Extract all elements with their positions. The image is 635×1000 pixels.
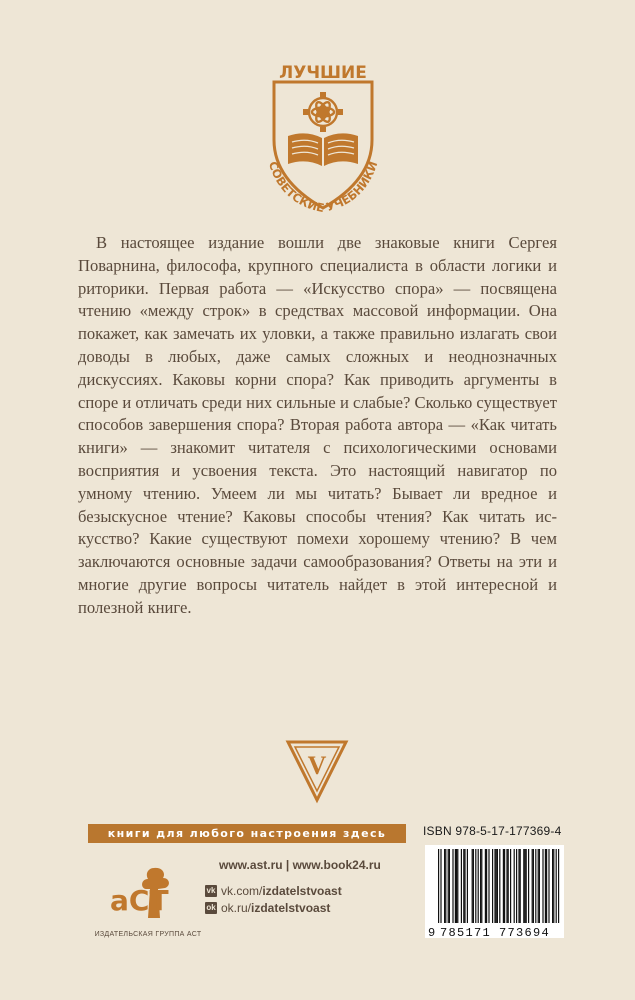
vk-icon: vk	[206, 886, 216, 895]
barcode-bar	[481, 849, 482, 923]
barcode-bar	[496, 849, 497, 923]
vk-prefix: vk.com/	[221, 883, 263, 898]
barcode-bar	[464, 849, 465, 923]
ok-handle: izdatelstvoast	[251, 900, 331, 915]
barcode-bar	[506, 849, 507, 923]
barcode-bar	[475, 849, 476, 923]
barcode-bar	[546, 849, 547, 923]
barcode-bar	[472, 849, 473, 923]
barcode-bar	[480, 849, 481, 923]
barcode-bar	[455, 849, 456, 923]
barcode-bar	[539, 849, 540, 923]
book-annotation: В настоящее издание вошли две знаковые книги Сергея Поварнина, философа, крупного специалиста в области логики и риторики. Первая работа — «Искусство спора» — посвящена чтению «между строк» в средствах массовой информации. Она покажет, как замечать их уловки, а также правильно излагать свои доводы в любых, даже самых сложных и неоднозначных дискуссиях. Каковы корни спора? Как приводить аргументы в споре и отличать среди них сильные и слабые? Сколько существует способов завершения спора? Вторая работа автора — «Как читать книги» — знакомит читателя с психологическими основами восприятия и усвоения текста. Это настоящий навигатор по умному чтению. Умеем ли мы читать? Бывает ли вредное и безыскусное чтение? Каковы способы чтения? Как читать искусство? Какие существуют помехи хорошему чтению? В чем заключаются основные задачи самообразования? Ответы на эти и многие другие вопросы читатель найдет в этой интересной и полезной книге.	[78, 233, 557, 617]
barcode-bar	[494, 849, 495, 923]
barcode-bar	[556, 849, 557, 931]
publisher-links	[205, 858, 381, 916]
barcode-bar	[545, 849, 546, 923]
tagline-banner: книги для любого настроения здесь	[88, 824, 406, 843]
barcode-bar	[514, 849, 515, 923]
barcode-bar	[488, 849, 489, 923]
barcode-bar	[440, 849, 441, 931]
publisher-caption: ИЗДАТЕЛЬСКАЯ ГРУППА АСТ	[94, 931, 202, 938]
barcode-bar	[535, 849, 536, 923]
open-book-icon	[288, 133, 358, 166]
barcode-right-digits: 773694	[499, 926, 551, 938]
barcode-bar	[485, 849, 486, 923]
ok-link[interactable]	[205, 899, 381, 916]
vk-link[interactable]	[205, 882, 381, 899]
barcode-bar	[473, 849, 474, 923]
barcode-bars	[438, 849, 559, 931]
isbn-number: ISBN 978-5-17-177369-4	[423, 824, 562, 838]
barcode-bar	[526, 849, 527, 923]
barcode-bar	[452, 849, 453, 923]
barcode-bar	[457, 849, 458, 923]
publisher-v-mark-logo	[284, 738, 350, 804]
barcode-bar	[510, 849, 511, 923]
barcode-bar	[528, 849, 529, 923]
barcode-bar	[503, 849, 504, 923]
atom-icon	[309, 98, 337, 126]
barcode-bar	[467, 849, 468, 923]
barcode-bar	[542, 849, 543, 923]
barcode-bar	[448, 849, 449, 923]
barcode-first-digit: 9	[428, 926, 436, 938]
barcode-bar	[497, 849, 498, 931]
ok-icon: ok	[206, 903, 216, 912]
ast-logo-letters: aCT	[110, 884, 169, 917]
barcode-bar	[486, 849, 487, 923]
websites-line[interactable]: www.ast.ru | www.book24.ru	[219, 858, 381, 872]
series-logo-arc-text: СОВЕТСКИЕ УЧЕБНИКИ	[265, 159, 381, 212]
barcode-bar	[492, 849, 493, 923]
barcode-bar	[508, 849, 509, 923]
barcode-bar	[516, 849, 517, 923]
barcode-bar	[444, 849, 445, 923]
series-emblem-logo	[262, 62, 384, 212]
barcode-bar	[523, 849, 524, 923]
barcode-bar	[524, 849, 525, 923]
barcode-bar	[532, 849, 533, 923]
barcode-bar	[504, 849, 505, 923]
barcode-left-digits: 785171	[440, 926, 492, 938]
barcode-bar	[553, 849, 554, 923]
barcode-bar	[438, 849, 439, 931]
barcode-bar	[533, 849, 534, 923]
barcode-bar	[558, 849, 559, 931]
barcode-bar	[552, 849, 553, 923]
vk-handle: izdatelstvoast	[262, 883, 342, 898]
barcode	[425, 845, 564, 938]
barcode-bar	[548, 849, 549, 923]
series-logo-top-text: ЛУЧШИЕ	[279, 63, 367, 83]
barcode-bar	[520, 849, 521, 923]
ast-publisher-logo	[108, 866, 182, 922]
barcode-bar	[499, 849, 500, 931]
publisher-mark-letter: V	[307, 751, 327, 780]
barcode-bar	[518, 849, 519, 923]
ok-prefix: ok.ru/	[221, 900, 252, 915]
barcode-bar	[538, 849, 539, 923]
barcode-bar	[449, 849, 450, 923]
barcode-bar	[463, 849, 464, 923]
barcode-bar	[456, 849, 457, 923]
barcode-bar	[461, 849, 462, 923]
barcode-bar	[445, 849, 446, 923]
barcode-bar	[478, 849, 479, 923]
